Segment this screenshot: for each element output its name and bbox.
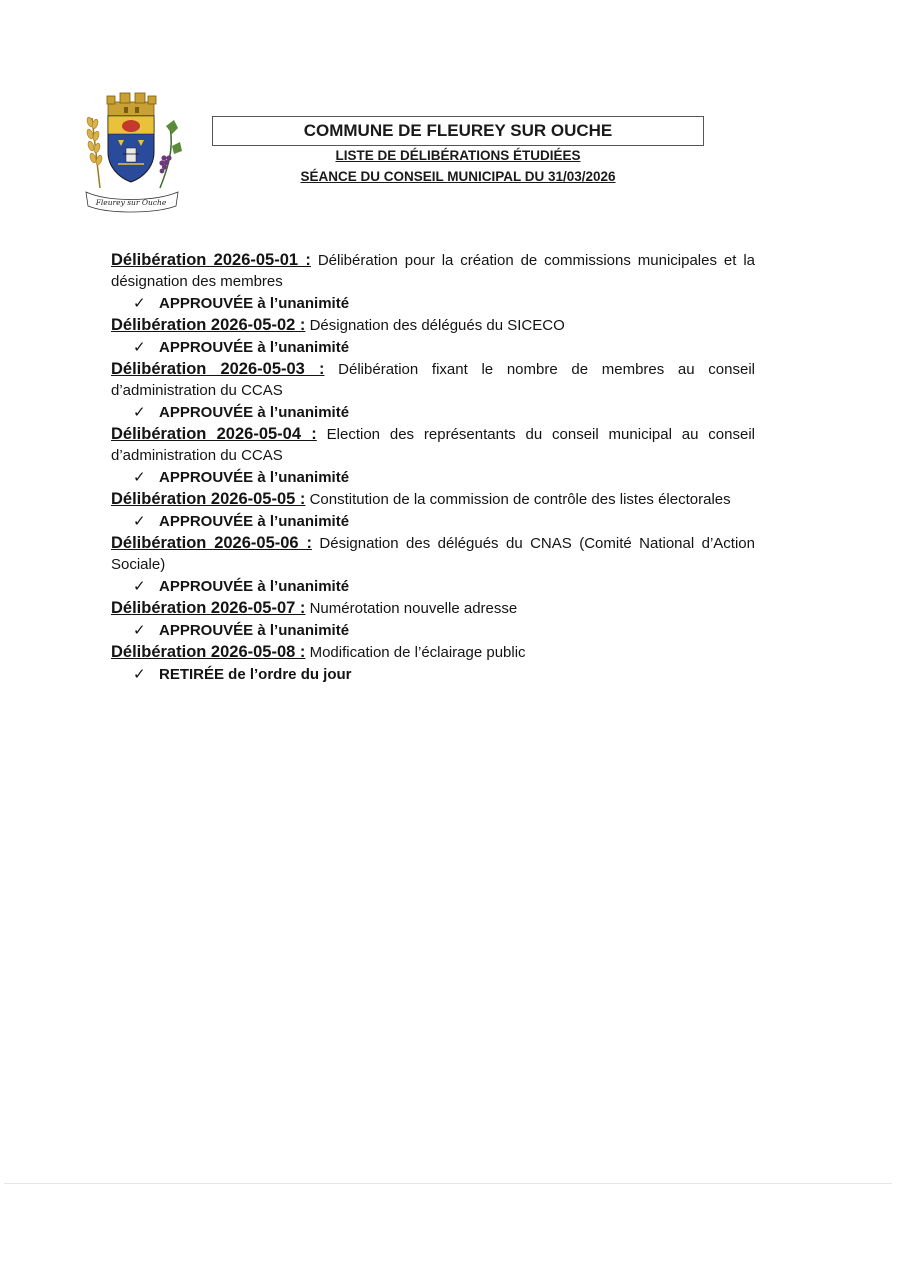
checkmark-icon: ✓	[133, 622, 146, 639]
deliberation-ref: Délibération 2026-05-01 :	[111, 251, 311, 269]
wheat-icon	[86, 116, 103, 188]
checkmark-icon: ✓	[133, 666, 146, 683]
checkmark-icon: ✓	[133, 404, 146, 421]
session-date: SÉANCE DU CONSEIL MUNICIPAL DU 31/03/2026	[300, 169, 616, 184]
mural-crown-icon	[107, 93, 156, 116]
grape-vine-icon	[159, 120, 182, 188]
deliberation-item	[111, 489, 755, 533]
deliberation-status: APPROUVÉE à l’unanimité	[159, 295, 350, 312]
deliberation-ref: Délibération 2026-05-02 :	[111, 316, 306, 334]
shield-icon	[108, 116, 154, 182]
deliberation-item	[111, 315, 755, 359]
deliberation-text: Modification de l’éclairage public	[309, 644, 526, 661]
deliberation-status: APPROUVÉE à l’unanimité	[159, 339, 350, 356]
deliberation-ref: Délibération 2026-05-05 :	[111, 490, 306, 508]
deliberation-item	[111, 642, 755, 686]
deliberation-status: APPROUVÉE à l’unanimité	[159, 404, 350, 421]
deliberation-status: APPROUVÉE à l’unanimité	[159, 513, 350, 530]
deliberation-ref: Délibération 2026-05-03 :	[111, 360, 325, 378]
document-subtitle: LISTE DE DÉLIBÉRATIONS ÉTUDIÉES	[335, 148, 581, 163]
logo-motto: Fleurey sur Ouche	[95, 198, 167, 207]
deliberation-ref: Délibération 2026-05-08 :	[111, 643, 306, 661]
deliberation-ref: Délibération 2026-05-06 :	[111, 534, 312, 552]
deliberation-ref: Délibération 2026-05-04 :	[111, 425, 317, 443]
deliberation-text: Constitution de la commission de contrôle des listes électorales	[309, 491, 731, 508]
deliberation-item	[111, 424, 755, 489]
scan-edge-divider	[4, 1183, 892, 1184]
checkmark-icon: ✓	[133, 469, 146, 486]
deliberation-text: Désignation des délégués du CNAS (Comité National d’Action Sociale)	[111, 535, 755, 573]
ribbon-banner	[86, 192, 178, 212]
deliberation-ref: Délibération 2026-05-07 :	[111, 599, 306, 617]
deliberation-text: Numérotation nouvelle adresse	[309, 600, 518, 617]
deliberation-status: APPROUVÉE à l’unanimité	[159, 578, 350, 595]
deliberation-text: Désignation des délégués du SICECO	[309, 317, 565, 334]
deliberation-item	[111, 250, 755, 315]
deliberation-status: APPROUVÉE à l’unanimité	[159, 469, 350, 486]
deliberation-text: Election des représentants du conseil municipal au conseil d’administration du CCAS	[111, 426, 756, 464]
deliberations-list	[111, 250, 755, 686]
checkmark-icon: ✓	[133, 513, 146, 530]
deliberation-status: APPROUVÉE à l’unanimité	[159, 622, 350, 639]
deliberation-item	[111, 598, 755, 642]
deliberation-text: Délibération fixant le nombre de membres au conseil d’administration du CCAS	[111, 361, 756, 399]
checkmark-icon: ✓	[133, 578, 146, 595]
deliberation-item	[111, 533, 755, 598]
deliberation-item	[111, 359, 755, 424]
deliberation-status: RETIRÉE de l’ordre du jour	[159, 666, 352, 683]
checkmark-icon: ✓	[133, 295, 146, 312]
deliberation-text: Délibération pour la création de commissions municipales et la désignation des membres	[111, 252, 755, 290]
checkmark-icon: ✓	[133, 339, 146, 356]
coat-of-arms-logo	[78, 88, 184, 216]
commune-title: COMMUNE DE FLEUREY SUR OUCHE	[212, 116, 704, 146]
